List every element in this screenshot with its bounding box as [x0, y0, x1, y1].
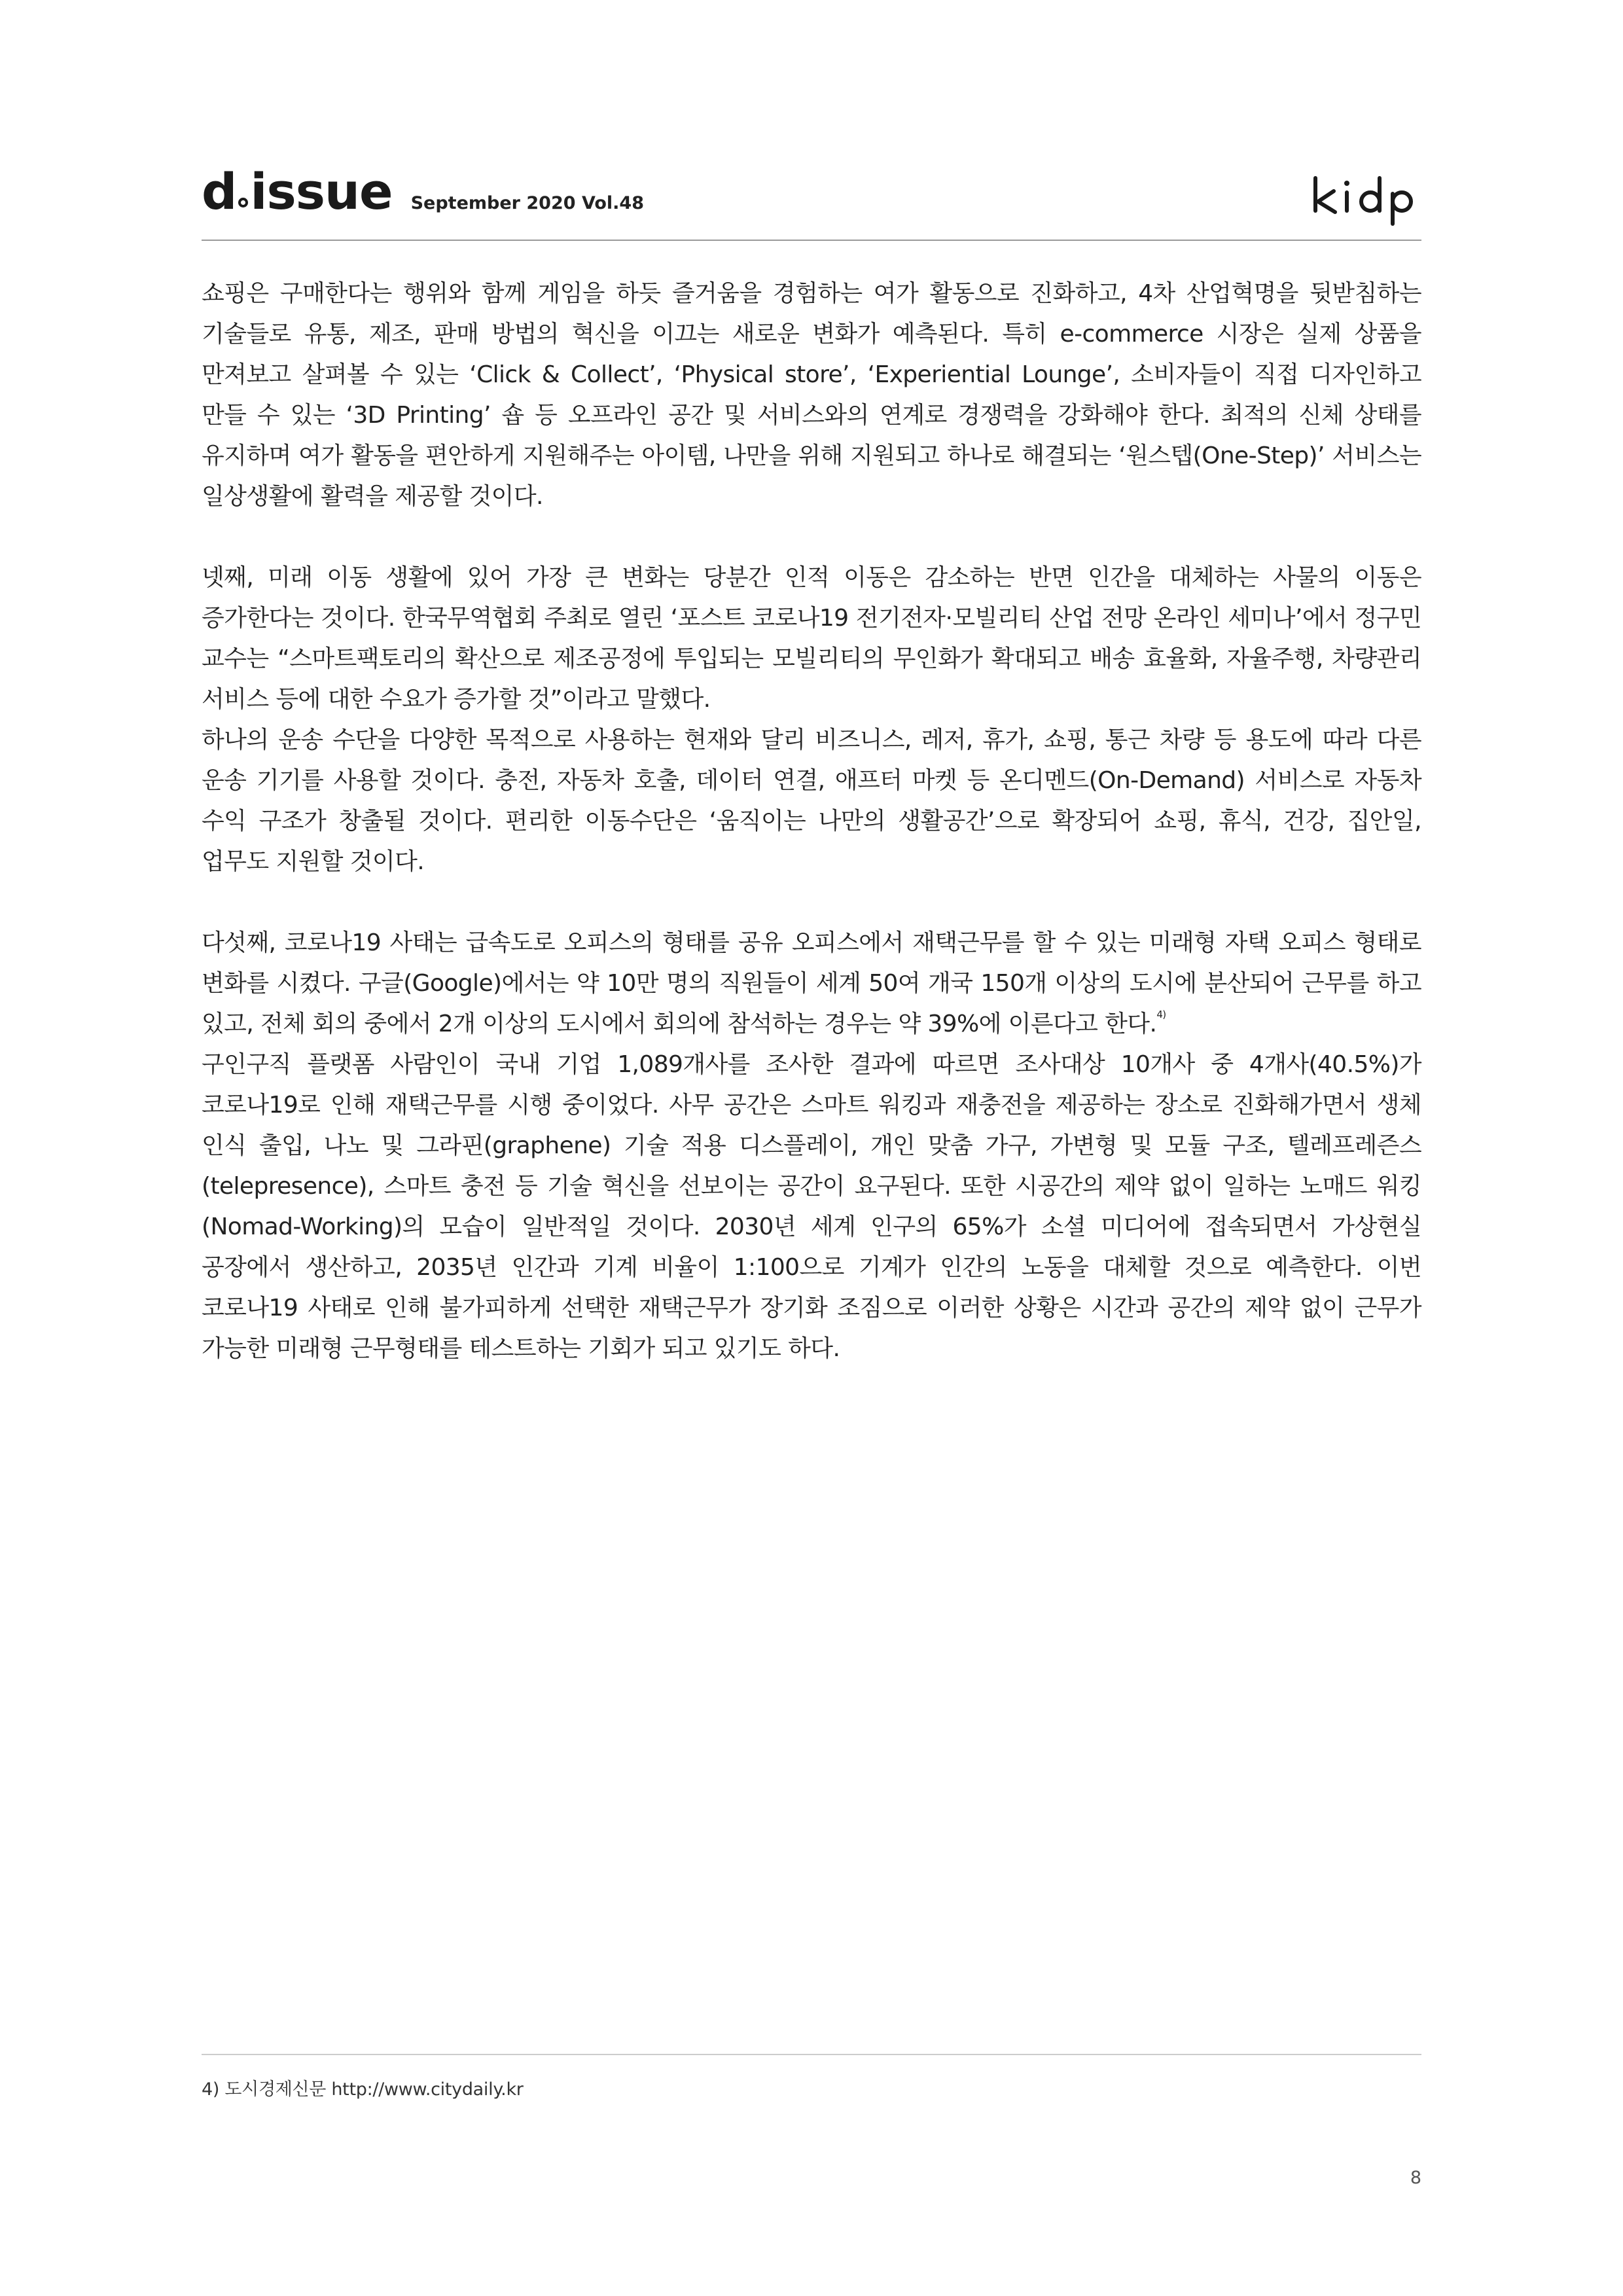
paragraph-shopping: 쇼핑은 구매한다는 행위와 함께 게임을 하듯 즐거움을 경험하는 여가 활동으로 진화하고, 4차 산업혁명을 뒷받침하는 기술들로 유통, 제조, 판매 방법의 혁신을 이끄는 새로운 변화가 예측된다. 특히 e-commerce 시장은 실제 상품을 만져보고 살펴볼 수 있는 ‘Click & Collect’, ‘Physical store’, ‘Experiential Lounge’, 소비자들이 직접 디자인하고 만들 수 있는 ‘3D Printing’ 숍 등 오프라인 공간 및 서비스와의 연계로 경쟁력을 강화해야 한다. 최적의 신체 상태를 유지하며 여가 활동을 편안하게 지원해주는 아이템, 나만을 위해 지원되고 하나로 해결되는 ‘원스텝(One-Step)’ 서비스는 일상생활에 활력을 제공할 것이다.: [202, 280, 1421, 510]
publication-brand: [202, 162, 644, 221]
issue-volume: Vol.48: [581, 193, 645, 213]
paragraph-office-text: 다섯째, 코로나19 사태는 급속도로 오피스의 형태를 공유 오피스에서 재택근무를 할 수 있는 미래형 자택 오피스 형태로 변화를 시켰다. 구글(Google)에서는 약 10만 명의 직원들이 세계 50여 개국 150개 이상의 도시에 분산되어 근무를 하고 있고, 전체 회의 중에서 2개 이상의 도시에서 회의에 참석하는 경우는 약 39%에 이른다고 한다.: [202, 929, 1421, 1037]
header-divider: [202, 240, 1421, 241]
footnote-divider: [202, 2054, 1421, 2055]
issue-date: September 2020: [410, 193, 576, 213]
paragraph-remote-work: 구인구직 플랫폼 사람인이 국내 기업 1,089개사를 조사한 결과에 따르면 조사대상 10개사 중 4개사(40.5%)가 코로나19로 인해 재택근무를 시행 중이었다. 사무 공간은 스마트 워킹과 재충전을 제공하는 장소로 진화해가면서 생체 인식 출입, 나노 및 그라핀(graphene) 기술 적용 디스플레이, 개인 맞춤 가구, 가변형 및 모듈 구조, 텔레프레즌스(telepresence), 스마트 충전 등 기술 혁신을 선보이는 공간이 요구된다. 또한 시공간의 제약 없이 일하는 노매드 워킹(Nomad-Working)의 모습이 일반적일 것이다. 2030년 세계 인구의 65%가 소셜 미디어에 접속되면서 가상현실 공장에서 생산하고, 2035년 인간과 기계 비율이 1:100으로 기계가 인간의 노동을 대체할 것으로 예측한다. 이번 코로나19 사태로 인해 불가피하게 선택한 재택근무가 장기화 조짐으로 이러한 상황은 시간과 공간의 제약 없이 근무가 가능한 미래형 근무형태를 테스트하는 기회가 되고 있기도 하다.: [202, 1051, 1421, 1362]
footnote: 4) 도시경제신문 http://www.citydaily.kr: [202, 2079, 524, 2100]
brand-d: d: [202, 162, 237, 221]
brand-dot-icon: [238, 198, 248, 207]
paragraph-mobility: 넷째, 미래 이동 생활에 있어 가장 큰 변화는 당분간 인적 이동은 감소하는 반면 인간을 대체하는 사물의 이동은 증가한다는 것이다. 한국무역협회 주최로 열린 ‘포스트 코로나19 전기전자·모빌리티 산업 전망 온라인 세미나’에서 정구민 교수는 “스마트팩토리의 확산으로 제조공정에 투입되는 모빌리티의 무인화가 확대되고 배송 효율화, 자율주행, 차량관리 서비스 등에 대한 수요가 증가할 것”이라고 말했다.: [202, 564, 1421, 713]
kidp-logo: [1310, 168, 1421, 226]
page-header: [202, 162, 1421, 241]
paragraph-transport: 하나의 운송 수단을 다양한 목적으로 사용하는 현재와 달리 비즈니스, 레저, 휴가, 쇼핑, 통근 차량 등 용도에 따라 다른 운송 기기를 사용할 것이다. 충전, 자동차 호출, 데이터 연결, 애프터 마켓 등 온디멘드(On-Demand) 서비스로 자동차 수익 구조가 창출될 것이다. 편리한 이동수단은 ‘움직이는 나만의 생활공간’으로 확장되어 쇼핑, 휴식, 건강, 집안일, 업무도 지원할 것이다.: [202, 726, 1421, 875]
paragraph-office: [202, 923, 1421, 1045]
article-body: [202, 274, 1421, 1369]
footnote-marker[interactable]: 4): [1156, 1009, 1166, 1020]
issue-info: [411, 193, 644, 213]
brand-issue: issue: [250, 162, 393, 221]
page-number: 8: [1410, 2168, 1421, 2188]
